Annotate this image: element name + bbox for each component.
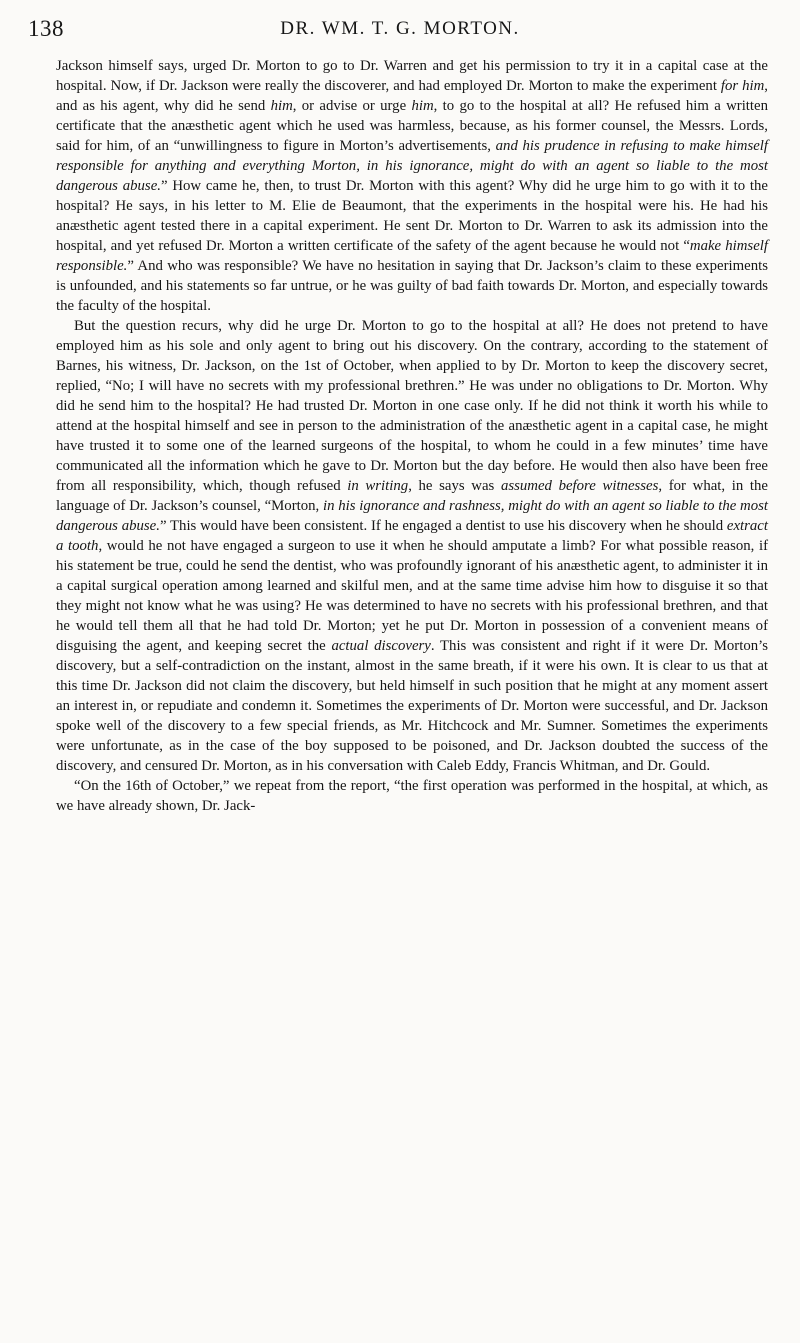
italic-run: assumed before witnesses <box>500 478 659 494</box>
text-run: , to go to the hospital at all? He refused him a written certificate that the anæsthetic agent which he used was harmless, because, as his former counsel, the Messrs. Lords, said for him, of an “unwillingness to figure in Morton’s advertisements, <box>56 98 768 154</box>
body-text <box>56 56 768 816</box>
text-run: But the question recurs, why did he urge Dr. Morton to go to the hospital at all? He does not pretend to have employed him as his sole and only agent to bring out his discovery. On the contrary, according to the statement of Barnes, his witness, Dr. Jackson, on the 1st of October, when applied to by Dr. Morton to keep the discovery secret, replied, “No; I will have no secrets with my professional brethren.” He was under no obligations to Dr. Morton. Why did he send him to the hospital? He had trusted Dr. Morton in one case only. If he did not think it worth his while to attend at the hospital himself and see in person to the administration of the anæsthetic agent in a capital case, he might have trusted it to some one of the learned surgeons of the hospital, to whom he could in a few minutes’ time have communicated all the information which he gave to Dr. Morton but the day before. He would then also have been free from all responsibility, which, though refused <box>56 318 768 494</box>
text-run: , for what, in the language of Dr. Jackson’s counsel, “Morton, <box>56 478 768 514</box>
paragraph <box>56 776 768 816</box>
text-run: ” And who was responsible? We have no hesitation in saying that Dr. Jackson’s claim to these experiments is unfounded, and his statements so far untrue, or he was guilty of bad faith towards Dr. Morton, and especially towards the faculty of the hospital. <box>56 258 768 314</box>
italic-run: for him <box>720 78 765 94</box>
text-run: ” How came he, then, to trust Dr. Morton with this agent? Why did he urge him to go with it to the hospital? He says, in his letter to M. Elie de Beaumont, that the experiments in the hospital were his. He had his anæsthetic agent tested there in a capital experiment. He sent Dr. Morton to Dr. Warren to ask its admission into the hospital, and yet refused Dr. Morton a written certificate of the safety of the agent because he would not “ <box>56 178 768 254</box>
text-run: , he says was <box>408 478 501 494</box>
running-head: DR. WM. T. G. MORTON. <box>280 18 520 39</box>
text-run: ” This would have been consistent. If he engaged a dentist to use his discovery when he should <box>159 518 727 534</box>
paragraph <box>56 316 768 776</box>
text-run: Jackson himself says, urged Dr. Morton to go to Dr. Warren and get his permission to try it in a capital case at the hospital. Now, if Dr. Jackson were really the discoverer, and had employed Dr. Morton to make the experiment <box>56 58 768 94</box>
italic-run: and his prudence in refusing to make himself responsible for anything and everything Morton, in his ignorance, might do with an agent so liable to the most dangerous abuse. <box>56 138 768 194</box>
text-run: , and as his agent, why did he send <box>56 78 768 114</box>
page-header <box>28 16 772 46</box>
text-run: . This was consistent and right if it were Dr. Morton’s discovery, but a self-contradiction on the instant, almost in the same breath, if it were his own. It is clear to us that at this time Dr. Jackson did not claim the discovery, but held himself in such position that he might at any moment assert an interest in, or repudiate and condemn it. Sometimes the experiments of Dr. Morton were successful, and Dr. Jackson spoke well of the discovery to a few special friends, as Mr. Hitchcock and Mr. Sumner. Sometimes the experiments were unfortunate, as in the case of the boy supposed to be poisoned, and Dr. Jackson doubted the success of the discovery, and censured Dr. Morton, as in his conversation with Caleb Eddy, Francis Whitman, and Dr. Gould. <box>56 638 769 774</box>
italic-run: actual discovery <box>331 638 431 654</box>
italic-run: him <box>411 98 434 114</box>
text-run: “On the 16th of October,” we repeat from the report, “the first operation was performed in the hospital, at which, as we have already shown, Dr. Jack- <box>56 778 768 814</box>
italic-run: him <box>270 98 293 114</box>
italic-run: in his ignorance and rashness, might do with an agent so liable to the most dangerous abuse. <box>56 498 769 534</box>
paragraph <box>56 56 768 316</box>
italic-run: extract a tooth <box>56 518 768 554</box>
italic-run: make himself responsible. <box>56 238 768 274</box>
text-run: , or advise or urge <box>292 98 412 114</box>
text-run: , would he not have engaged a surgeon to use it when he should amputate a limb? For what possible reason, if his statement be true, could he send the dentist, who was profoundly ignorant of his anæsthetic agent, to administer it in a capital surgical operation among learned and skilful men, and at the same time advise him how to disguise it so that they might not know what he was using? He was determined to have no secrets with his professional brethren, and that he would tell them all that he had told Dr. Morton; yet he put Dr. Morton in possession of a convenient means of disguising the agent, and keeping secret the <box>56 538 768 654</box>
italic-run: in writing <box>347 478 409 494</box>
page-number: 138 <box>28 16 64 41</box>
